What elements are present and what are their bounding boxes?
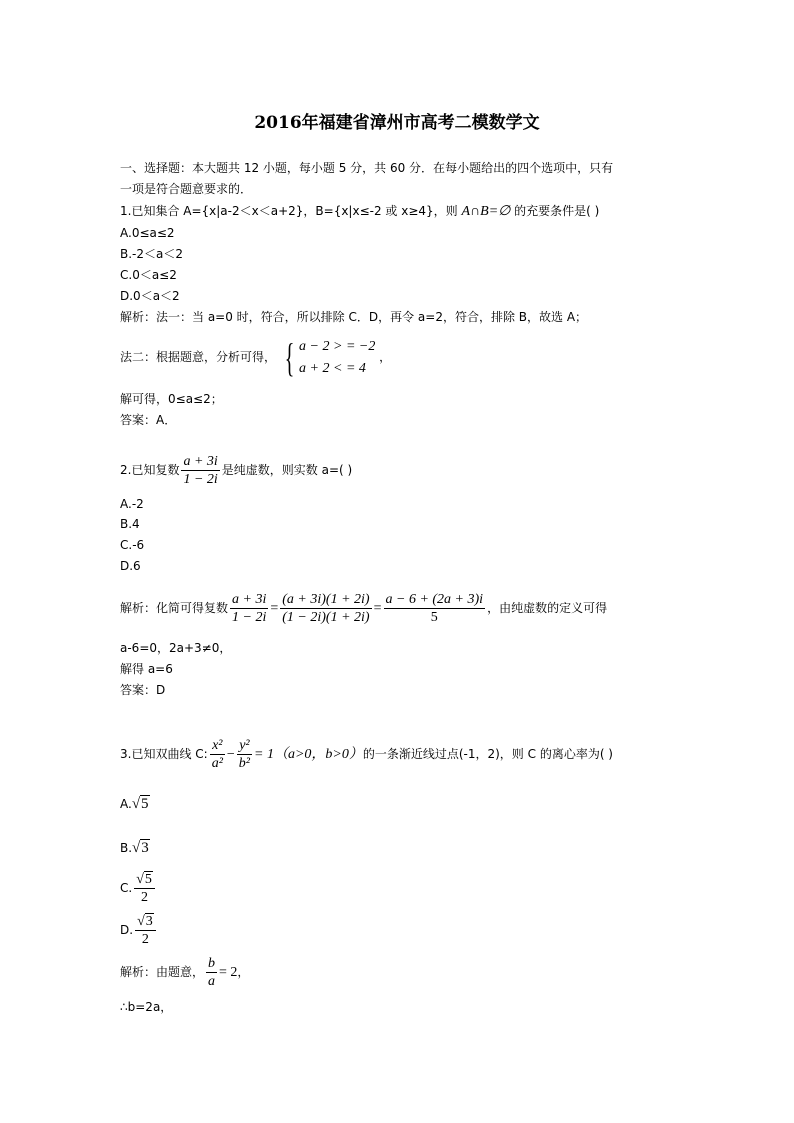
q1-stem	[120, 203, 599, 220]
frac-numerator: y²	[239, 738, 250, 753]
q2-stem	[120, 452, 352, 488]
frac-denominator: b²	[238, 756, 250, 771]
document-title: 2016年福建省漳州市高考二模数学文	[254, 113, 540, 133]
sqrt-symbol: √5	[131, 796, 149, 812]
minus-sign: −	[226, 747, 235, 762]
q2-analysis-frac3	[384, 591, 486, 626]
q2-answer: 答案：D	[120, 683, 166, 697]
q3-option-b	[120, 840, 150, 856]
q2-frac-num: a + 3i	[183, 454, 218, 469]
q3-frac-x	[210, 737, 225, 772]
frac-numerator: √5	[134, 871, 155, 889]
section-intro-line1: 一、选择题：本大题共 12 小题，每小题 5 分，共 60 分．在每小题给出的四个选项中，只有	[120, 161, 614, 175]
q2-option-d: D.6	[120, 559, 141, 573]
q3-analysis-text: 解析：由题意，	[120, 965, 205, 979]
radicand: 3	[145, 914, 153, 929]
q1-option-b: B.-2＜a＜2	[120, 247, 184, 261]
q1-inequality-system	[280, 336, 376, 380]
q2-stem-text: 2.已知复数	[120, 463, 180, 477]
frac-denominator: 2	[141, 890, 149, 905]
q2-option-b: B.4	[120, 517, 140, 531]
frac-denominator: (1 − 2i)(1 + 2i)	[282, 610, 370, 625]
option-label: B.	[120, 841, 133, 855]
q2-stem-end: 是纯虚数，则实数 a=( )	[221, 463, 353, 477]
radicand: 5	[141, 796, 149, 812]
q3-option-d	[120, 912, 158, 948]
radicand: 3	[141, 840, 149, 856]
q3-stem	[120, 734, 613, 775]
q1-method2-end: ，	[379, 350, 392, 364]
q1-analysis-method1: 解析：法一：当 a=0 时，符合，所以排除 C．D，再令 a=2，符合，排除 B，故选 A；	[120, 310, 588, 324]
brace-symbol: {	[284, 334, 295, 380]
q2-analysis-frac2	[280, 591, 371, 626]
q1-option-c: C.0＜a≤2	[120, 268, 177, 282]
q3-option-d-frac	[135, 913, 156, 948]
q1-stem-end: 的充要条件是( )	[514, 204, 600, 218]
equation-rhs: = 2	[219, 965, 238, 980]
q3-frac-y	[237, 737, 252, 772]
q3-analysis	[120, 954, 249, 991]
q1-analysis-method2	[120, 334, 391, 380]
q3-option-c-frac	[134, 871, 155, 906]
q2-frac-den: 1 − 2i	[183, 472, 218, 487]
option-label: D.	[120, 923, 134, 937]
q1-option-a: A.0≤a≤2	[120, 226, 175, 240]
q2-fraction	[181, 453, 219, 488]
q1-method2-text: 法二：根据题意，分析可得，	[120, 350, 277, 364]
q3-stem-end: 的一条渐近线过点(-1，2)，则 C 的离心率为( )	[362, 747, 613, 761]
q1-system-row2: a + 2 < = 4	[299, 360, 366, 376]
q2-option-a: A.-2	[120, 497, 144, 511]
q2-solution: 解得 a=6	[120, 662, 173, 676]
q2-analysis-end: ，由纯虚数的定义可得	[487, 601, 608, 615]
sqrt-symbol: √3	[132, 840, 149, 856]
q1-system-row1: a − 2 > = −2	[299, 338, 376, 354]
frac-denominator: 2	[141, 932, 149, 947]
q2-analysis: 解析：化简可得复数 $\frac{a + 3i}{1 - 2i}$ = $\frac{(a + 3i)(1 + 2i)}{(1 - 2i)(1 + 2i)}$ = $\frac{a - 6 + (2a + 3)i}{5}$ ，由纯虚数的定义可得	[120, 592, 608, 625]
section-intro-line2: 一项是符合题意要求的．	[120, 182, 253, 196]
option-label: A.	[120, 797, 132, 811]
frac-numerator: b	[208, 956, 216, 971]
q3-option-c	[120, 870, 157, 906]
q2-analysis-text: 解析：化简可得复数	[120, 601, 229, 615]
q3-analysis-frac	[206, 955, 217, 990]
q1-stem-math: A∩B=∅	[461, 204, 511, 219]
q2-option-c: C.-6	[120, 538, 145, 552]
frac-denominator: 1 − 2i	[232, 610, 267, 625]
frac-numerator: x²	[212, 738, 223, 753]
radicand: 5	[144, 872, 152, 887]
frac-numerator: a + 3i	[232, 592, 267, 607]
frac-denominator: 5	[430, 610, 438, 625]
frac-numerator: (a + 3i)(1 + 2i)	[282, 592, 370, 607]
q1-answer: 答案：A．	[120, 413, 177, 427]
q2-condition: a-6=0，2a+3≠0，	[120, 641, 232, 655]
frac-denominator: a²	[211, 756, 223, 771]
q2-analysis-frac1	[230, 591, 268, 626]
frac-numerator: √3	[135, 913, 156, 931]
q1-stem-text: 1.已知集合 A={x|a-2＜x＜a+2}，B={x|x≤-2 或 x≥4}，则	[120, 204, 458, 218]
frac-numerator: a − 6 + (2a + 3)i	[385, 592, 484, 607]
q3-analysis-end: ，	[237, 965, 250, 979]
frac-denominator: a	[208, 974, 216, 989]
q3-stem-text: 3.已知双曲线 C:	[120, 747, 208, 761]
option-label: C.	[120, 881, 133, 895]
q1-option-d: D.0＜a＜2	[120, 289, 180, 303]
q1-result: 解可得，0≤a≤2；	[120, 392, 223, 406]
q3-derivation: ∴b=2a，	[120, 1000, 173, 1014]
q3-stem-math: = 1（a>0，b>0）	[254, 747, 363, 762]
q3-option-a	[120, 796, 150, 812]
